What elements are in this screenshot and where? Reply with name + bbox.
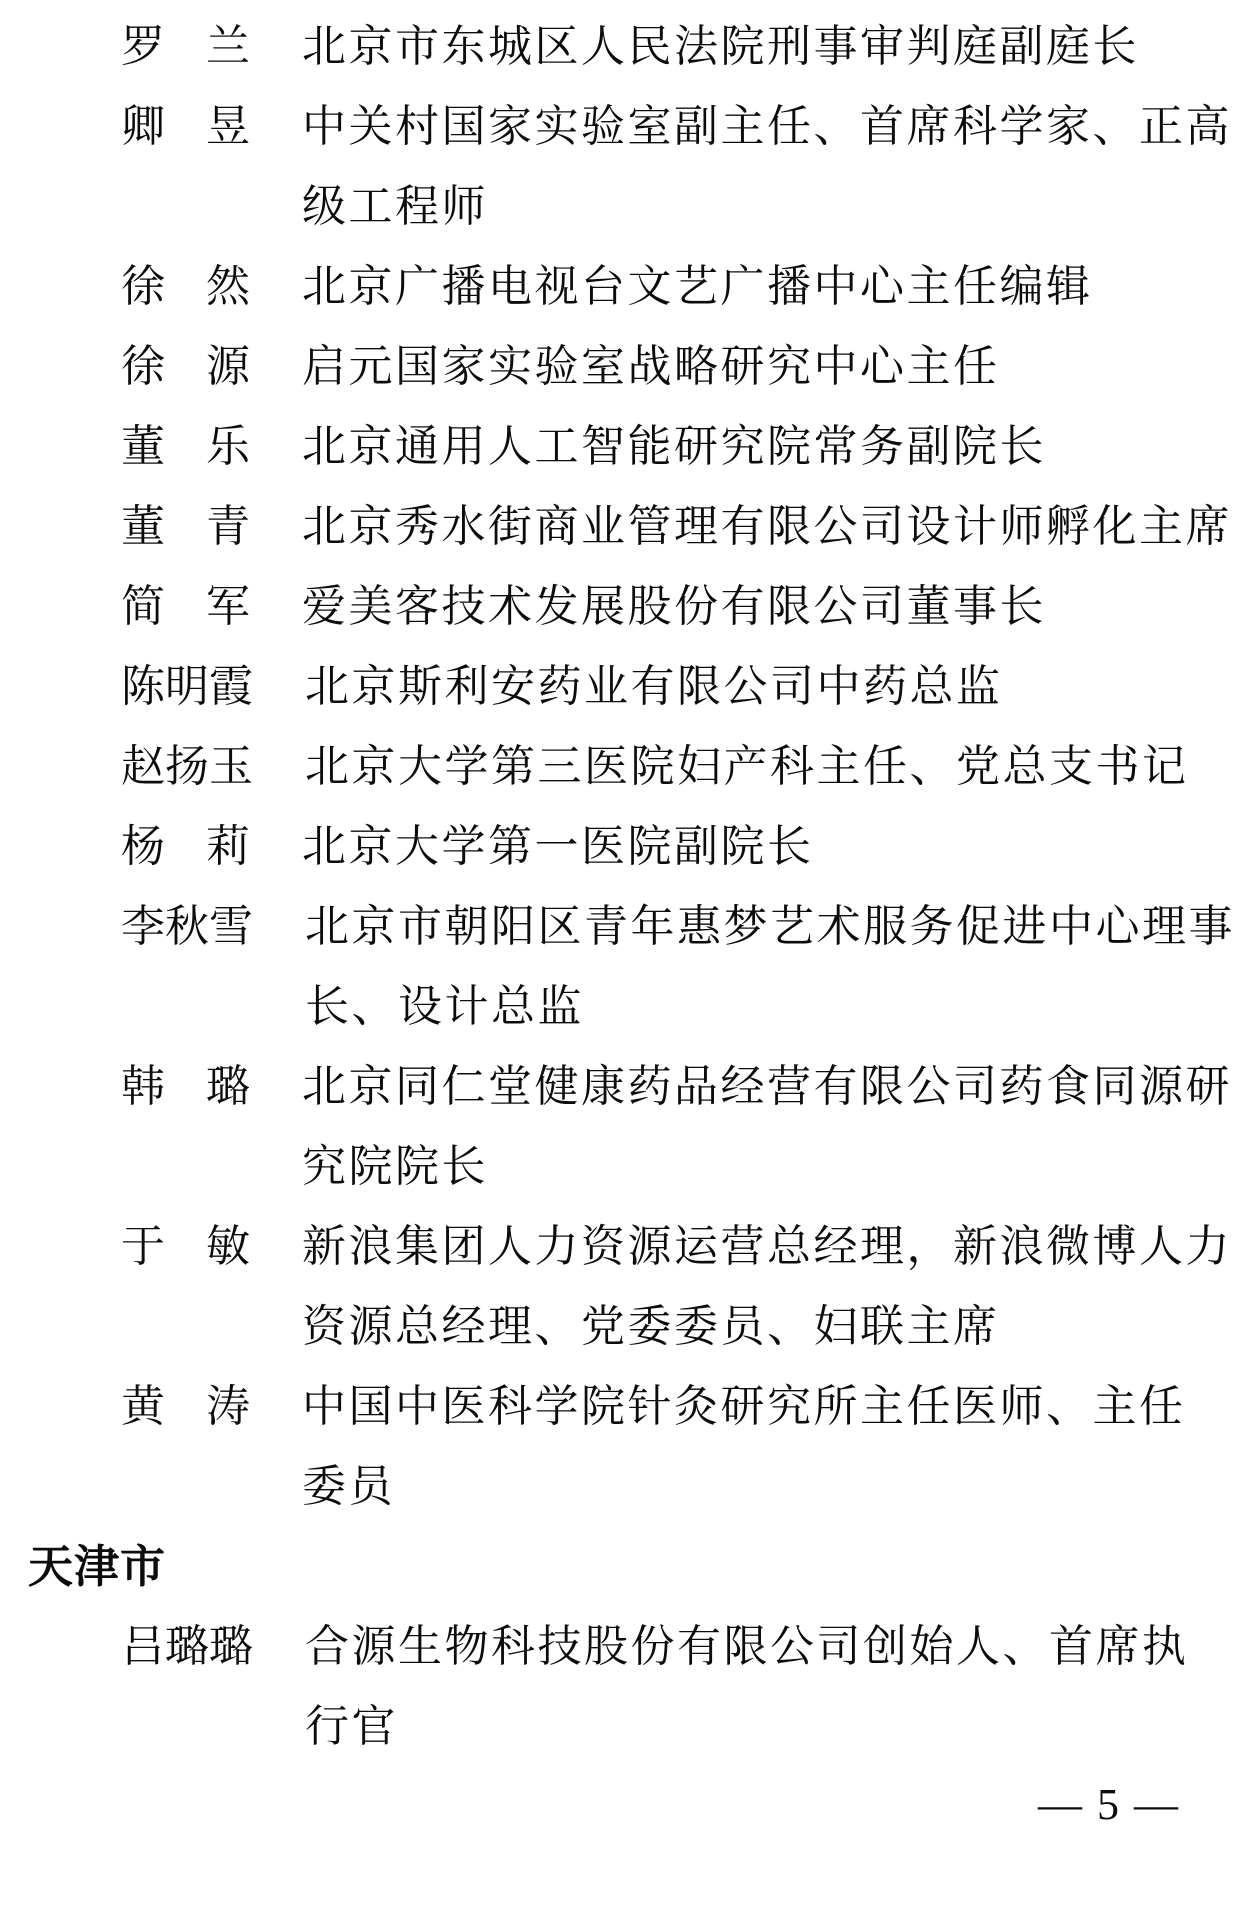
person-name (121, 7, 250, 87)
name-char: 扬 (165, 742, 209, 791)
title-line: 北京通用人工智能研究院常务副院长 (302, 422, 1046, 471)
name-char: 璐 (206, 1062, 250, 1111)
title-line: 长、设计总监 (305, 982, 584, 1031)
person-title (302, 807, 1238, 887)
title-line: 中国中医科学院针灸研究所主任医师、主任 (302, 1382, 1186, 1431)
name-char: 涛 (206, 1382, 250, 1431)
name-char: 霞 (209, 662, 253, 711)
name-char: 兰 (206, 22, 250, 71)
name-char: 罗 (121, 22, 165, 71)
name-char: 卿 (121, 102, 165, 151)
title-line: 北京斯利安药业有限公司中药总监 (305, 662, 1003, 711)
name-char: 董 (121, 502, 165, 551)
title-line: 启元国家实验室战略研究中心主任 (302, 342, 1000, 391)
person-title (305, 1607, 1241, 1767)
name-char: 莉 (206, 822, 250, 871)
roster-entry (0, 727, 1242, 807)
name-char: 杨 (121, 822, 165, 871)
name-char: 徐 (121, 262, 165, 311)
title-line: 北京市朝阳区青年惠梦艺术服务促进中心理事 (305, 902, 1235, 951)
person-name (121, 567, 250, 647)
person-title (302, 87, 1238, 247)
name-char: 简 (121, 582, 165, 631)
roster-entry (0, 887, 1242, 1047)
name-char: 乐 (206, 422, 250, 471)
name-char: 明 (165, 662, 209, 711)
title-line: 爱美客技术发展股份有限公司董事长 (302, 582, 1046, 631)
person-name (121, 1607, 253, 1687)
person-name (121, 887, 253, 967)
person-title (302, 1207, 1238, 1367)
title-line: 委员 (302, 1462, 395, 1511)
title-line: 北京广播电视台文艺广播中心主任编辑 (302, 262, 1093, 311)
title-line: 北京市东城区人民法院刑事审判庭副庭长 (302, 22, 1139, 71)
page-number: — 5 — (1038, 1780, 1180, 1829)
title-line: 行官 (305, 1702, 398, 1751)
person-name (121, 407, 250, 487)
name-char: 昱 (206, 102, 250, 151)
person-title (305, 647, 1241, 727)
name-char: 李 (121, 902, 165, 951)
roster-entry (0, 1367, 1242, 1527)
name-char: 吕 (121, 1622, 165, 1671)
roster-entry (0, 327, 1242, 407)
person-name (121, 727, 253, 807)
person-title (302, 407, 1238, 487)
person-name (121, 1047, 250, 1127)
name-char: 于 (121, 1222, 165, 1271)
person-title (302, 1047, 1238, 1207)
roster-entry (0, 7, 1242, 87)
person-title (302, 487, 1238, 567)
person-name (121, 1207, 250, 1287)
name-char: 玉 (209, 742, 253, 791)
title-line: 新浪集团人力资源运营总经理，新浪微博人力 (302, 1222, 1232, 1271)
title-line: 北京大学第一医院副院长 (302, 822, 814, 871)
person-title (302, 7, 1238, 87)
roster (0, 7, 1242, 1767)
title-line: 级工程师 (302, 182, 488, 231)
person-name (121, 647, 253, 727)
person-name (121, 87, 250, 167)
title-line: 合源生物科技股份有限公司创始人、首席执 (305, 1622, 1189, 1671)
title-line: 究院院长 (302, 1142, 488, 1191)
roster-entry (0, 407, 1242, 487)
name-char: 青 (206, 502, 250, 551)
person-title (302, 567, 1238, 647)
name-char: 秋 (165, 902, 209, 951)
person-name (121, 247, 250, 327)
person-title (302, 327, 1238, 407)
roster-entry (0, 1607, 1242, 1767)
roster-entry (0, 247, 1242, 327)
person-title (302, 247, 1238, 327)
roster-entry (0, 567, 1242, 647)
person-name (121, 1367, 250, 1447)
name-char: 敏 (206, 1222, 250, 1271)
name-char: 然 (206, 262, 250, 311)
name-char: 董 (121, 422, 165, 471)
roster-entry (0, 1207, 1242, 1367)
roster-entry (0, 87, 1242, 247)
name-char: 雪 (209, 902, 253, 951)
section-header: 天津市 (28, 1541, 167, 1592)
name-char: 黄 (121, 1382, 165, 1431)
person-title (305, 727, 1241, 807)
roster-entry (0, 1047, 1242, 1207)
title-line: 北京同仁堂健康药品经营有限公司药食同源研 (302, 1062, 1232, 1111)
person-name (121, 327, 250, 407)
title-line: 北京秀水街商业管理有限公司设计师孵化主席 (302, 502, 1232, 551)
roster-entry (0, 487, 1242, 567)
name-char: 韩 (121, 1062, 165, 1111)
title-line: 中关村国家实验室副主任、首席科学家、正高 (302, 102, 1232, 151)
name-char: 军 (206, 582, 250, 631)
person-title (305, 887, 1241, 1047)
name-char: 璐 (165, 1622, 209, 1671)
roster-entry (0, 647, 1242, 727)
name-char: 赵 (121, 742, 165, 791)
title-line: 北京大学第三医院妇产科主任、党总支书记 (305, 742, 1189, 791)
title-line: 资源总经理、党委委员、妇联主席 (302, 1302, 1000, 1351)
person-name (121, 487, 250, 567)
name-char: 源 (206, 342, 250, 391)
name-char: 徐 (121, 342, 165, 391)
person-title (302, 1367, 1238, 1527)
name-char: 璐 (209, 1622, 253, 1671)
roster-entry (0, 807, 1242, 887)
person-name (121, 807, 250, 887)
name-char: 陈 (121, 662, 165, 711)
